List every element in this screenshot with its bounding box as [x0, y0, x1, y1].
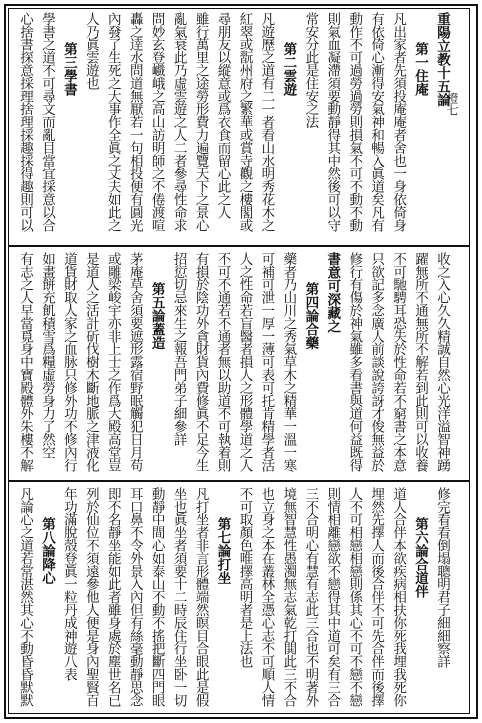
text-column: 有志之人早當覓身中寶殿體外朱樓不解	[17, 252, 33, 472]
text-column: 第三學書	[60, 42, 77, 96]
text-column: 是道人之活計斫伐樹木斷地脈之津液化	[82, 252, 99, 472]
text-column: 道貨財取人家之血脉只修外功不修內行	[60, 252, 77, 472]
text-column: 則氣血凝滯須要動靜得其中然後可以守	[324, 12, 341, 232]
text-column: 列於仙位不須遠參他人便是身內聖賢百	[82, 487, 99, 707]
text-column: 重陽立教十五論	[434, 12, 450, 107]
text-column: 人不可相戀相戀則係其心不可不戀不戀	[346, 487, 363, 707]
text-column: 招愆切忌來生之報吾門弟子細參詳	[170, 252, 187, 446]
text-column: 第五論蓋造	[148, 282, 165, 350]
page-number: 橙七	[445, 92, 459, 116]
section-divider	[8, 480, 470, 482]
text-column: 不可取顏色唯擇高明者是上法也	[236, 487, 253, 668]
text-column: 坐也眞坐者須要十二時辰住行坐卧一切	[170, 487, 187, 707]
text-column: 茅庵草舍須要遮形露宿野眠觸犯日月苟	[126, 252, 143, 472]
text-column: 三不合明心有慧有志此三合也不明著外	[302, 487, 319, 707]
section-divider	[8, 245, 470, 247]
text-column: 紅翠或翫州府之繁華或賞寺觀之樓閣或	[236, 12, 253, 232]
text-column: 耳口鼻不令外景入內但有絲毫動靜思念	[126, 487, 143, 707]
text-column: 如畫餅充飢積雪爲糧虛勞身力了然空	[38, 252, 55, 459]
text-column: 躍無所不通無所不解若到此則可以收養	[412, 252, 429, 472]
text-column: 只欲記多念廣人前談說誇訝才俊無益於	[368, 252, 385, 472]
text-column: 內發了生死之大事作全眞之丈夫如此之	[104, 12, 121, 232]
text-column: 問妙玄登巇峨之高山訪明師之不倦渡喧	[148, 12, 165, 232]
text-column: 有損於陰功外貪財貨內費修眞不足今生	[192, 252, 209, 472]
text-column: 也立身之本在叢林全憑心志不可順人情	[258, 487, 275, 707]
text-column: 人乃眞雲遊也	[82, 12, 99, 90]
text-column: 人之性命若盲醫者損人之形體學道之人	[236, 252, 253, 472]
text-column: 動作不可過勞過勞則損氣不可不動不動	[346, 12, 363, 232]
text-column: 第二雲遊	[280, 42, 297, 96]
text-column: 轟之逹水問道無厭若一句相投便有圓光	[126, 12, 143, 232]
text-column: 雖行萬里之途勞形費力遍覽天下之景心	[192, 12, 209, 232]
text-column: 學書之道不可尋文而亂目當宜採意以合	[38, 12, 55, 232]
text-column: 動靜中間心如泰山不動不搖把斷四門眼	[148, 487, 165, 707]
text-column: 藥者乃山川之秀氣草木之精華一溫一寒	[280, 252, 297, 472]
text-column: 第六論合道伴	[412, 517, 429, 598]
text-column: 尋朋友以縱意或爲衣食而留心此之人	[214, 12, 231, 219]
text-column: 修行有傷於神氣雖多看書與道何益既得	[346, 252, 363, 472]
text-column: 第四論合藥	[302, 282, 319, 350]
text-column: 境無智慧性愚濁無志氣乾打閧此三不合	[280, 487, 297, 707]
text-column: 埋然先擇人而後合伴不可先合伴而後擇	[368, 487, 385, 707]
text-column: 第一住庵	[412, 42, 429, 96]
text-column: 書意可深藏之	[324, 252, 341, 333]
text-column: 凡遊歷之道有二一者看山水明秀花木之	[258, 12, 275, 232]
text-column: 第七論打坐	[214, 517, 231, 585]
text-column: 不可不通若不通者無以助道不可執着則	[214, 252, 231, 472]
text-column: 道人合伴本欲疾病相扶你死我埋我死你	[390, 487, 407, 707]
text-column: 修完看看倒塌聰明君子細細察詳	[434, 487, 450, 668]
text-column: 心捨書探意採理捨理採趣採得趣則可以	[17, 12, 33, 232]
text-column: 可補可泄一厚一薄可表可托肯精學者活	[258, 252, 275, 472]
text-column: 或雕梁峻宇亦非上士之作爲大殿高堂豈	[104, 252, 121, 472]
text-column: 收之入心久久精誠自然心光洋溢智神踴	[434, 252, 450, 472]
text-column: 第八論降心	[38, 517, 55, 585]
text-column: 即不名靜坐能如此者雖身處於塵世名已	[104, 487, 121, 707]
text-column: 凡論心之道若常湛然其心不動昏昏默默	[17, 487, 33, 707]
text-column: 凡打坐者非言形體端然瞑目合眼此是假	[192, 487, 209, 707]
text-column: 則情相離戀欲不戀得其中道可矣有三合	[324, 487, 341, 707]
text-column: 凡出家者先須投庵庵者舍也一身依倚身	[390, 12, 407, 232]
text-column: 不可馳騁耳恐失於性命若不窮書之本意	[390, 252, 407, 472]
text-column: 年功滿脫殼登眞一粒丹成神遊八表	[60, 487, 77, 681]
text-column: 亂氣衰此乃虛雲遊之人二者參尋性命求	[170, 12, 187, 232]
text-column: 常安分此是住安之法	[302, 12, 319, 129]
text-column: 有依倚心漸得安氣神和暢入眞道矣凡有	[368, 12, 385, 232]
